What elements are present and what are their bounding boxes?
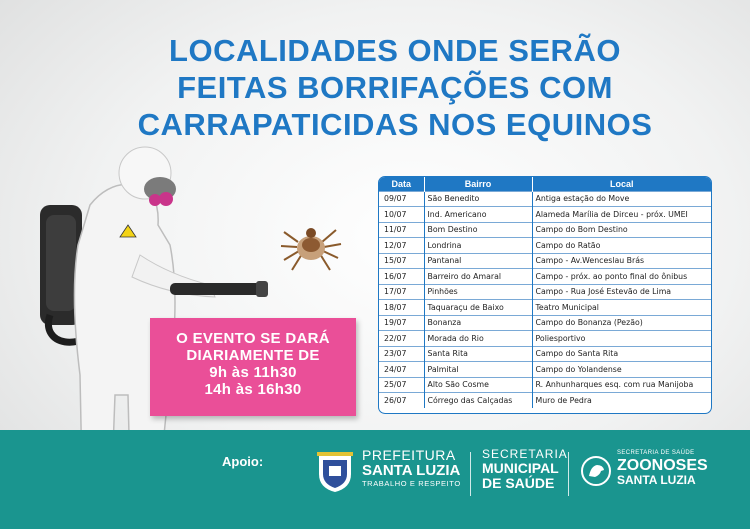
cell-bairro: Bonanza — [424, 315, 532, 331]
cell-local: Muro de Pedra — [532, 393, 711, 409]
cell-bairro: Santa Rita — [424, 346, 532, 362]
cell-local: Campo do Santa Rita — [532, 346, 711, 362]
header-data: Data — [379, 177, 424, 191]
apoio-label: Apoio: — [222, 454, 264, 469]
cell-bairro: Barreiro do Amaral — [424, 269, 532, 285]
secretaria-line-3: DE SAÚDE — [482, 475, 555, 491]
cell-local: Campo - próx. ao ponto final do ônibus — [532, 269, 711, 285]
cell-data: 18/07 — [379, 300, 424, 316]
secretaria-line-1: SECRETARIA — [482, 447, 568, 461]
cell-data: 11/07 — [379, 222, 424, 238]
footer-divider-2 — [568, 452, 569, 496]
cell-bairro: Bom Destino — [424, 222, 532, 238]
table-row — [379, 331, 711, 347]
cell-bairro: Taquaraçu de Baixo — [424, 300, 532, 316]
table-row — [379, 284, 711, 300]
cell-local: Antiga estação do Move — [532, 191, 711, 207]
cell-local: Teatro Municipal — [532, 300, 711, 316]
cell-local: R. Anhunharques esq. com rua Manijoba — [532, 377, 711, 393]
cell-bairro: Pantanal — [424, 253, 532, 269]
table-row — [379, 315, 711, 331]
table-row — [379, 377, 711, 393]
table-row — [379, 346, 711, 362]
table-row — [379, 238, 711, 254]
cell-data: 10/07 — [379, 207, 424, 223]
event-line-1: O EVENTO SE DARÁ — [176, 330, 330, 347]
cell-data: 26/07 — [379, 393, 424, 409]
secretaria-logo — [482, 448, 568, 491]
cell-local: Campo do Bonanza (Pezão) — [532, 315, 711, 331]
title-line-2: FEITAS BORRIFAÇÕES COM — [177, 70, 613, 105]
poster-title — [95, 32, 695, 143]
event-line-2: DIARIAMENTE DE — [186, 347, 320, 364]
cell-local: Campo do Yolandense — [532, 362, 711, 378]
secretaria-line-2: MUNICIPAL — [482, 460, 559, 476]
city-crest-icon — [315, 450, 355, 494]
event-schedule-box — [150, 318, 356, 416]
cell-local: Campo - Rua José Estevão de Lima — [532, 284, 711, 300]
event-line-3: 9h às 11h30 — [209, 364, 297, 381]
prefeitura-line-1: PREFEITURA — [362, 447, 456, 463]
header-bairro: Bairro — [424, 177, 532, 191]
cell-local: Alameda Marília de Dirceu - próx. UMEI — [532, 207, 711, 223]
schedule-table — [378, 176, 712, 414]
cell-local: Poliesportivo — [532, 331, 711, 347]
cell-bairro: Pinhões — [424, 284, 532, 300]
cell-data: 19/07 — [379, 315, 424, 331]
cell-data: 25/07 — [379, 377, 424, 393]
table-row — [379, 300, 711, 316]
table-row — [379, 393, 711, 409]
cell-local: Campo - Av.Wenceslau Brás — [532, 253, 711, 269]
footer-divider-1 — [470, 452, 471, 496]
prefeitura-line-2: SANTA LUZIA — [362, 462, 461, 479]
cell-bairro: Alto São Cosme — [424, 377, 532, 393]
table-row — [379, 191, 711, 207]
prefeitura-logo — [362, 448, 461, 489]
cell-data: 09/07 — [379, 191, 424, 207]
cell-data: 22/07 — [379, 331, 424, 347]
zoonoses-emblem-icon — [581, 456, 611, 486]
zoonoses-logo — [617, 449, 708, 487]
table-row — [379, 207, 711, 223]
cell-data: 24/07 — [379, 362, 424, 378]
title-line-1: LOCALIDADES ONDE SERÃO — [169, 33, 621, 68]
cell-data: 15/07 — [379, 253, 424, 269]
cell-bairro: São Benedito — [424, 191, 532, 207]
table-row — [379, 222, 711, 238]
title-line-3: CARRAPATICIDAS NOS EQUINOS — [137, 107, 653, 142]
cell-data: 12/07 — [379, 238, 424, 254]
tick-icon — [278, 218, 344, 274]
zoonoses-line-1: SECRETARIA DE SAÚDE — [617, 450, 695, 456]
cell-bairro: Ind. Americano — [424, 207, 532, 223]
cell-local: Campo do Bom Destino — [532, 222, 711, 238]
header-local: Local — [532, 177, 711, 191]
cell-data: 16/07 — [379, 269, 424, 285]
table-row — [379, 362, 711, 378]
cell-bairro: Palmital — [424, 362, 532, 378]
zoonoses-line-2: ZOONOSES — [617, 457, 708, 474]
zoonoses-line-3: SANTA LUZIA — [617, 473, 696, 487]
table-row — [379, 253, 711, 269]
table-row — [379, 269, 711, 285]
cell-bairro: Córrego das Calçadas — [424, 393, 532, 409]
cell-bairro: Morada do Rio — [424, 331, 532, 347]
cell-data: 17/07 — [379, 284, 424, 300]
cell-local: Campo do Ratão — [532, 238, 711, 254]
table-header-row — [379, 177, 711, 191]
prefeitura-line-3: TRABALHO E RESPEITO — [362, 479, 461, 488]
cell-data: 23/07 — [379, 346, 424, 362]
sponsor-footer — [0, 430, 750, 529]
cell-bairro: Londrina — [424, 238, 532, 254]
event-line-4: 14h às 16h30 — [204, 381, 302, 398]
